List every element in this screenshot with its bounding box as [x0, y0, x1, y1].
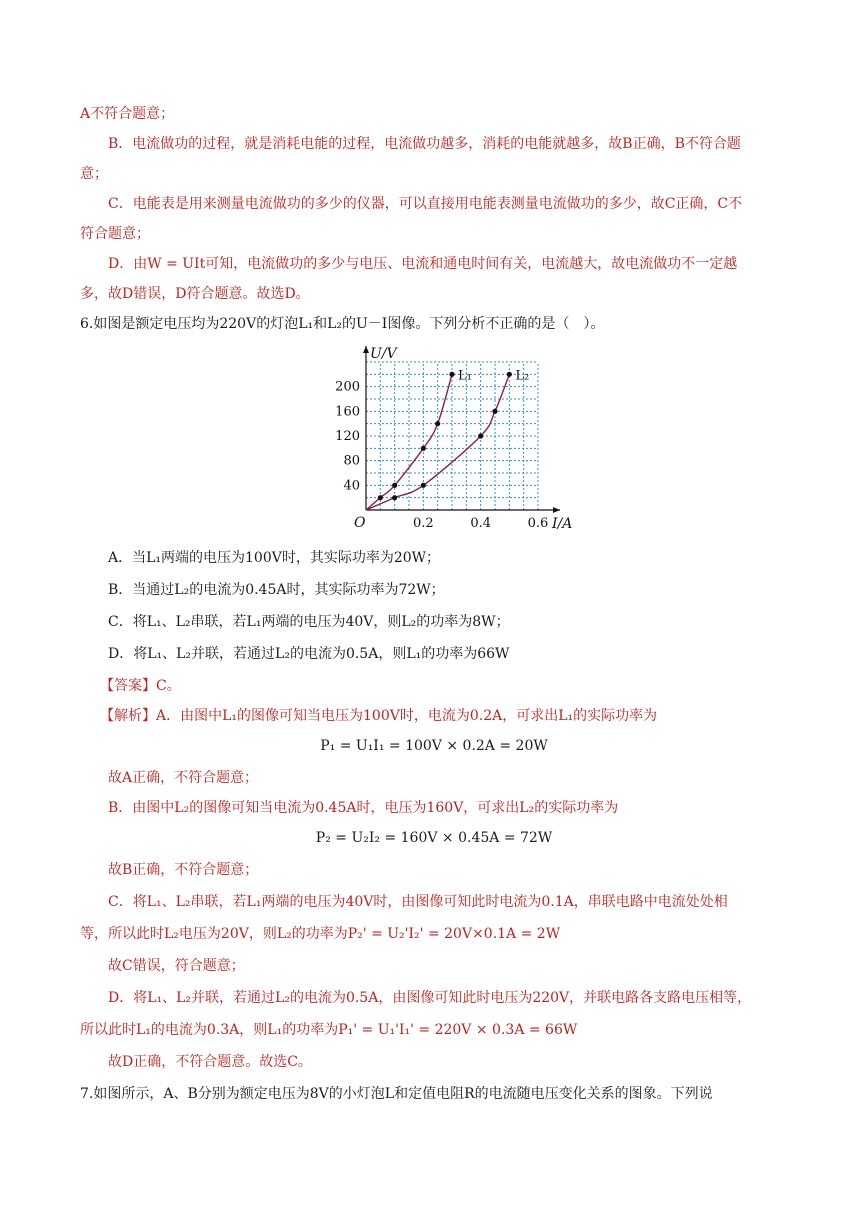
analysis-line: 故D正确，不符合题意。故选C。	[108, 1054, 312, 1070]
series-label: L₁	[458, 368, 472, 384]
series-label: L₂	[515, 368, 530, 384]
text-line: 符合题意；	[80, 226, 150, 242]
analysis-line: 故A正确，不符合题意；	[108, 770, 259, 786]
y-tick-label: 80	[343, 453, 360, 469]
text-line: C．电能表是用来测量电流做功的多少的仪器，可以直接用电能表测量电流做功的多少，故C正确，C不	[108, 196, 743, 212]
analysis-line: C．将L₁、L₂串联，若L₁两端的电压为40V时，由图像可知此时电流为0.1A，串联电路中电流处处相	[108, 894, 728, 910]
x-axis-arrow	[553, 507, 560, 513]
x-tick-label: 0.6	[527, 516, 549, 531]
data-point	[392, 483, 397, 488]
analysis-line: 等，所以此时L₂电压为20V，则L₂的功率为P₂' = U₂'I₂' = 20V×0.1A = 2W	[80, 926, 561, 942]
data-point	[449, 372, 454, 377]
analysis-line: 故C错误，符合题意；	[108, 958, 245, 974]
x-tick-label: 0.4	[470, 516, 492, 531]
data-point	[392, 495, 397, 500]
analysis-line: 故B正确，不符合题意；	[108, 862, 259, 878]
data-point	[478, 433, 483, 438]
equation: P₂ = U₂I₂ = 160V × 0.45A = 72W	[315, 830, 553, 846]
option-b: B．当通过L₂的电流为0.45A时，其实际功率为72W；	[108, 582, 445, 598]
data-point	[435, 421, 440, 426]
text-line: B．电流做功的过程，就是消耗电能的过程，电流做功越多，消耗的电能就越多，故B正确，B不符合题	[108, 136, 741, 152]
equation: P₁ = U₁I₁ = 100V × 0.2A = 20W	[320, 738, 548, 754]
option-d: D．将L₁、L₂并联，若通过L₂的电流为0.5A，则L₁的功率为66W	[108, 646, 510, 662]
analysis-line: B．由图中L₂的图像可知当电流为0.45A时，电压为160V，可求出L₂的实际功率为	[108, 800, 619, 816]
data-point	[507, 372, 512, 377]
x-axis-label: I/A	[552, 516, 573, 532]
text-line: D．由W = UIt可知，电流做功的多少与电压、电流和通电时间有关，电流越大，故电流做功不一定越	[108, 256, 738, 272]
text-line: A不符合题意；	[80, 106, 175, 122]
analysis-line: 【解析】A．由图中L₁的图像可知当电压为100V时，电流为0.2A，可求出L₁的实际功率为	[100, 708, 658, 724]
y-tick-label: 40	[343, 478, 360, 494]
analysis-line: 所以此时L₁的电流为0.3A，则L₁的功率为P₁' = U₁'I₁' = 220V × 0.3A = 66W	[80, 1022, 578, 1038]
data-point	[378, 495, 383, 500]
analysis-line: D．将L₁、L₂并联，若通过L₂的电流为0.5A，由图像可知此时电压为220V，并联电路各支路电压相等，	[108, 990, 752, 1006]
text-line: 意；	[80, 166, 108, 182]
y-axis-label: U/V	[370, 346, 397, 362]
question-7: 7.如图所示，A、B分别为额定电压为8V的小灯泡L和定值电阻R的电流随电压变化关系的图象。下列说	[80, 1086, 713, 1102]
y-tick-label: 160	[335, 404, 360, 420]
option-c: C．将L₁、L₂串联，若L₁两端的电压为40V，则L₂的功率为8W；	[108, 614, 510, 630]
data-point	[492, 409, 497, 414]
data-point	[421, 446, 426, 451]
origin-label: O	[354, 515, 366, 531]
u-i-graph	[330, 338, 573, 538]
y-tick-label: 200	[335, 379, 360, 395]
x-tick-label: 0.2	[412, 516, 434, 531]
answer: 【答案】C。	[100, 678, 181, 694]
y-axis-arrow	[363, 346, 369, 353]
question-6: 6.如图是额定电压均为220V的灯泡L₁和L₂的U－I图像。下列分析不正确的是（ ）。	[80, 316, 605, 332]
y-tick-label: 120	[335, 429, 360, 444]
data-point	[421, 483, 426, 488]
option-a: A．当L₁两端的电压为100V时，其实际功率为20W；	[108, 550, 441, 566]
text-line: 多，故D错误，D符合题意。故选D。	[80, 286, 310, 302]
